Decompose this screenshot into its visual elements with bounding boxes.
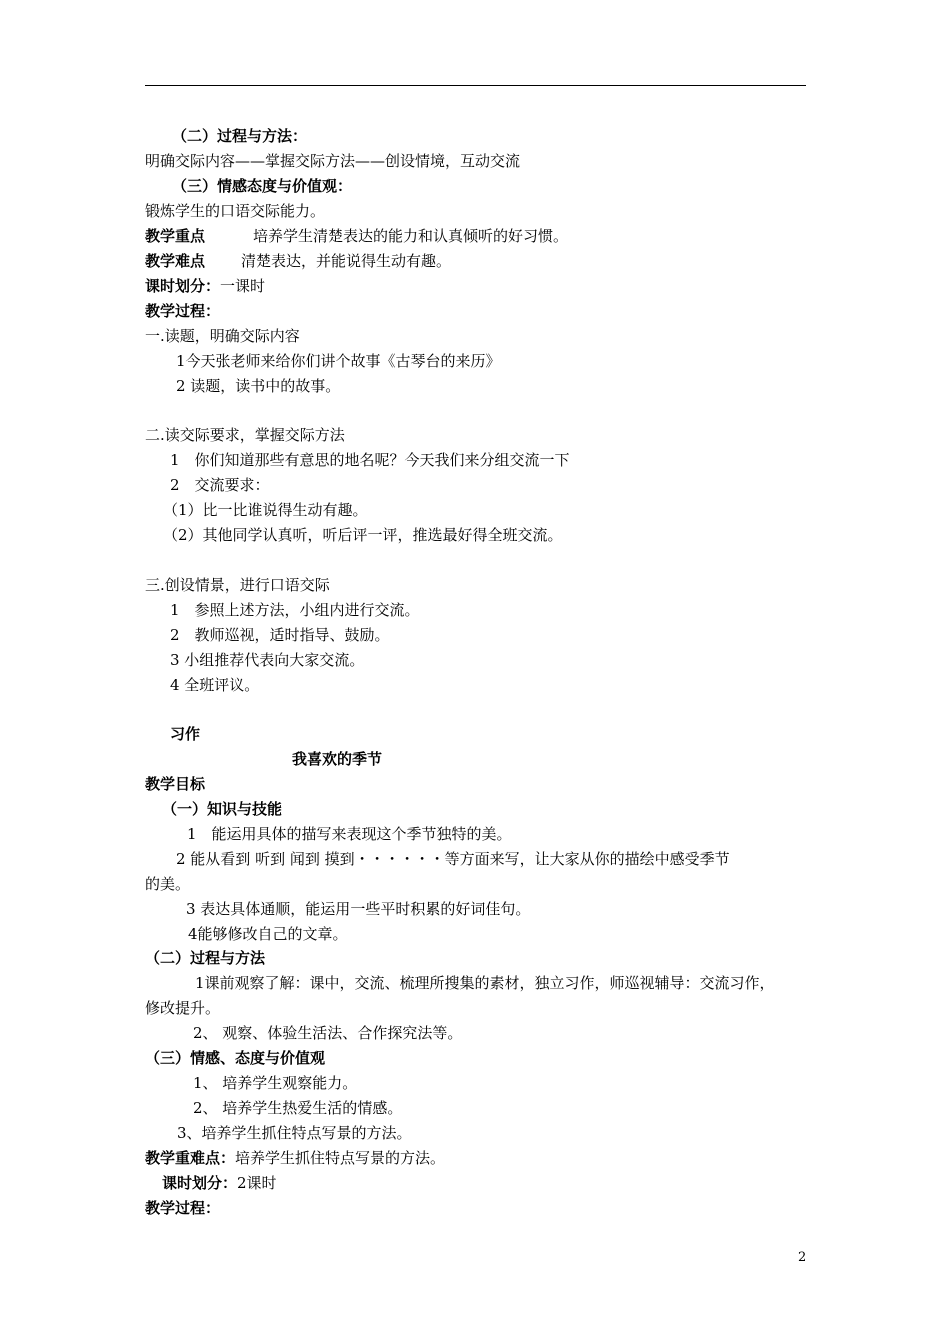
list-item: 4 全班评议。 [170,676,260,694]
list-item: 1今天张老师来给你们讲个故事《古琴台的来历》 [176,352,501,370]
text-line: 修改提升。 [145,999,221,1017]
teaching-key-points [145,1148,445,1168]
section-heading: 二.读交际要求，掌握交际方法 [145,426,345,444]
heading-teaching-process-2: 教学过程： [145,1199,221,1217]
list-item: 1 参照上述方法，小组内进行交流。 [170,601,420,619]
lesson-division-text-2: 2课时 [237,1174,277,1192]
heading-process-method: （二）过程与方法： [172,127,308,145]
heading-process-method-2: （二）过程与方法 [145,949,266,967]
list-item: 1 你们知道那些有意思的地名呢？今天我们来分组交流一下 [170,451,570,469]
text-line: 明确交际内容——掌握交际方法——创设情境，互动交流 [145,152,521,170]
page-number: 2 [798,1250,807,1265]
list-item: （2）其他同学认真听，听后评一评，推选最好得全班交流。 [163,526,563,544]
heading-knowledge-skills: （一）知识与技能 [162,800,283,818]
list-item: 1课前观察了解：课中，交流、梳理所搜集的素材，独立习作，师巡视辅导：交流习作， [195,974,775,992]
text-line: 的美。 [145,875,191,893]
lesson-division-text: 一课时 [220,277,266,295]
lesson-division-2 [162,1173,277,1193]
teaching-focus-label: 教学重点 [145,227,206,245]
list-item: 2 交流要求： [170,476,270,494]
list-item: 4能够修改自己的文章。 [188,925,348,943]
list-item: 2 能从看到 听到 闻到 摸到・・・・・・等方面来写，让大家从你的描绘中感受季节 [176,850,730,868]
list-item: 3 表达具体通顺，能运用一些平时积累的好词佳句。 [186,900,531,918]
heading-teaching-process: 教学过程： [145,302,221,320]
lesson-title: 我喜欢的季节 [292,750,383,768]
list-item: 2、 培养学生热爱生活的情感。 [193,1099,403,1117]
list-item: 1、 培养学生观察能力。 [193,1074,358,1092]
teaching-focus [145,226,568,246]
header-rule [145,85,806,86]
section-heading: 三.创设情景，进行口语交际 [145,576,330,594]
list-item: 3、培养学生抓住特点写景的方法。 [177,1124,412,1142]
heading-emotion-values: （三）情感态度与价值观： [172,177,353,195]
list-item: 3 小组推荐代表向大家交流。 [170,651,365,669]
lesson-division-label-2: 课时划分： [162,1174,238,1192]
text-line: 锻炼学生的口语交际能力。 [145,202,326,220]
key-points-label: 教学重难点： [145,1149,236,1167]
list-item: 2、 观察、体验生活法、合作探究法等。 [193,1024,463,1042]
teaching-difficulty [145,251,451,271]
lesson-division [145,276,265,296]
heading-teaching-goals: 教学目标 [145,775,206,793]
list-item: 2 教师巡视，适时指导、鼓励。 [170,626,390,644]
teaching-focus-text: 培养学生清楚表达的能力和认真倾听的好习惯。 [253,227,569,245]
heading-emotion-attitude: （三）情感、态度与价值观 [145,1049,326,1067]
lesson-division-label: 课时划分： [145,277,221,295]
key-points-text: 培养学生抓住特点写景的方法。 [235,1149,446,1167]
section-title-composition: 习作 [170,725,201,743]
list-item: 2 读题，读书中的故事。 [176,377,341,395]
list-item: （1）比一比谁说得生动有趣。 [163,501,368,519]
teaching-difficulty-text: 清楚表达，并能说得生动有趣。 [241,252,452,270]
teaching-difficulty-label: 教学难点 [145,252,206,270]
list-item: 1 能运用具体的描写来表现这个季节独特的美。 [187,825,512,843]
section-heading: 一.读题，明确交际内容 [145,327,300,345]
